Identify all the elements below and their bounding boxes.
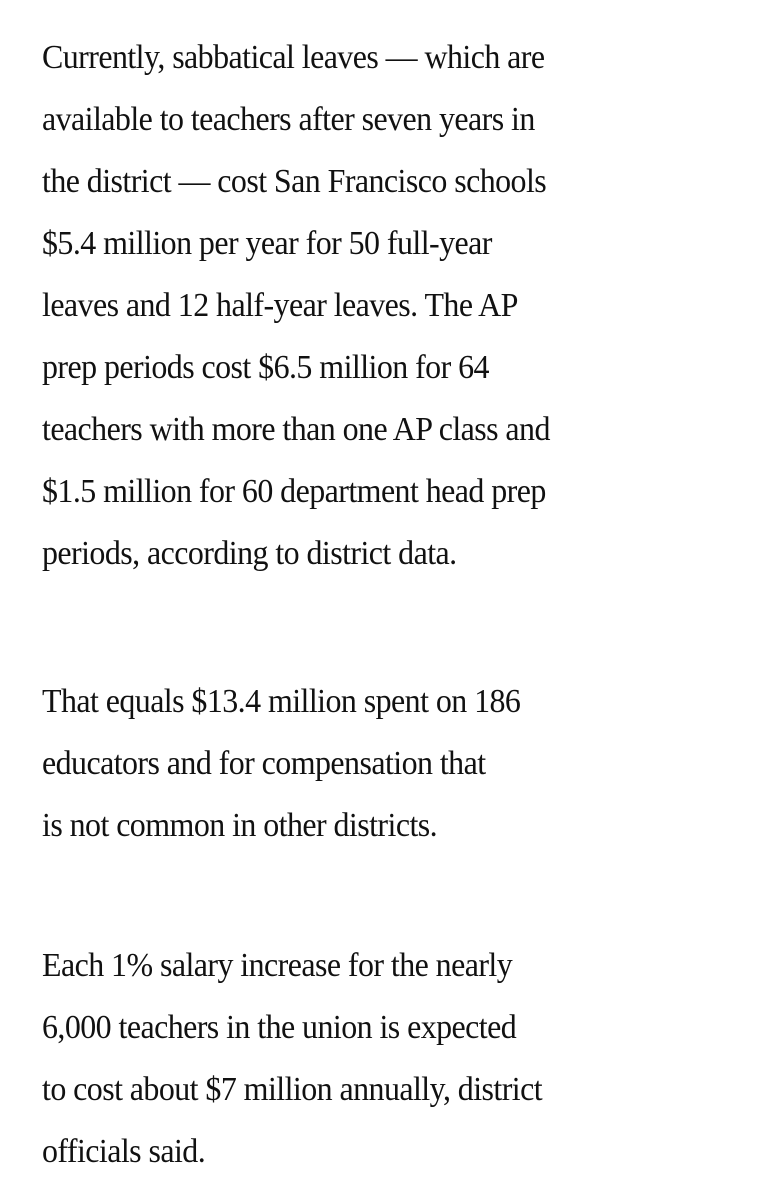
text-line: That equals $13.4 million spent on 186 bbox=[42, 683, 521, 720]
text-line: 6,000 teachers in the union is expected bbox=[42, 1009, 517, 1046]
text-line: $5.4 million per year for 50 full-year bbox=[42, 225, 492, 262]
text-line: periods, according to district data. bbox=[42, 535, 457, 572]
text-line: to cost about $7 million annually, district bbox=[42, 1071, 543, 1108]
text-line: available to teachers after seven years in bbox=[42, 101, 535, 138]
text-line: Currently, sabbatical leaves — which are bbox=[42, 39, 545, 76]
text-line: teachers with more than one AP class and bbox=[42, 411, 550, 448]
text-line: $1.5 million for 60 department head prep bbox=[42, 473, 546, 510]
text-line: officials said. bbox=[42, 1133, 206, 1170]
text-line: the district — cost San Francisco schools bbox=[42, 163, 547, 200]
text-line: leaves and 12 half-year leaves. The AP bbox=[42, 287, 518, 324]
text-line: is not common in other districts. bbox=[42, 807, 438, 844]
text-line: educators and for compensation that bbox=[42, 745, 486, 782]
text-line: prep periods cost $6.5 million for 64 bbox=[42, 349, 489, 386]
text-line: Each 1% salary increase for the nearly bbox=[42, 947, 513, 984]
